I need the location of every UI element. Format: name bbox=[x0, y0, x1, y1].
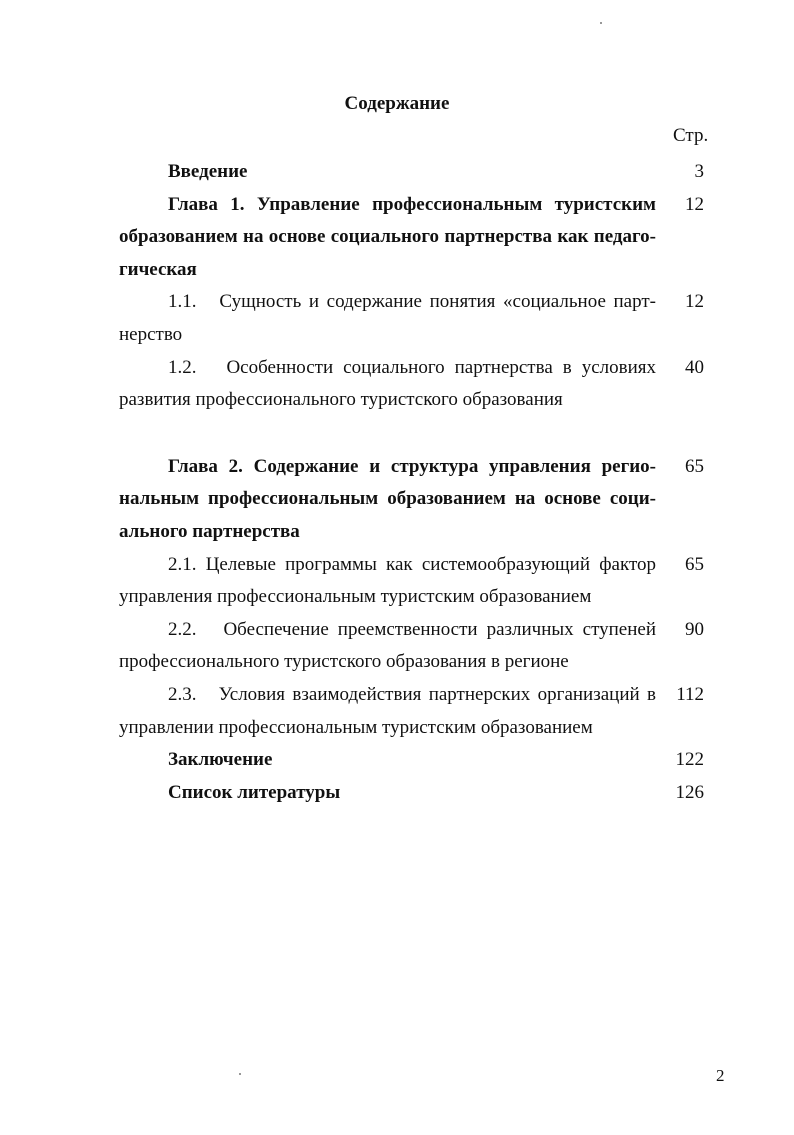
toc-entry-page: 122 bbox=[675, 749, 704, 771]
toc-entry-text: 2.2. Обеспечение преемственности различных ступеней профессионального туристского образования в регионе bbox=[119, 618, 656, 673]
toc-entry-text: Глава 2. Содержание и структура управления регио-нальным профессиональным образованием на основе соци-ального партнерства bbox=[119, 455, 656, 542]
toc-entry-chapter-2 bbox=[119, 451, 714, 549]
scan-speck bbox=[600, 22, 602, 24]
toc-entry-2-2 bbox=[119, 614, 714, 679]
toc-entry-page: 65 bbox=[685, 553, 704, 575]
toc-entry-text: Список литературы bbox=[168, 781, 341, 803]
toc-heading: Содержание bbox=[344, 93, 450, 114]
toc-entry-page: 126 bbox=[675, 781, 704, 803]
toc-entry-chapter-1 bbox=[119, 189, 714, 287]
toc-entry-2-1 bbox=[119, 549, 714, 614]
table-of-contents bbox=[119, 156, 714, 809]
toc-entry-page: 3 bbox=[694, 161, 704, 182]
toc-entry-text: Глава 1. Управление профессиональным туристским образованием на основе социального партнерства как педаго-гическая bbox=[119, 193, 656, 280]
section-gap bbox=[119, 417, 714, 451]
toc-entry-page: 112 bbox=[676, 683, 704, 705]
toc-entry-page: 40 bbox=[685, 356, 704, 378]
toc-entry-2-3 bbox=[119, 679, 714, 744]
toc-entry-introduction bbox=[119, 156, 714, 189]
toc-entry-text: Введение bbox=[168, 161, 248, 182]
toc-entry-page: 12 bbox=[685, 291, 704, 313]
toc-entry-page: 65 bbox=[685, 455, 704, 477]
toc-entry-text: 1.2. Особенности социального партнерства в условиях развития профессионального туристского образования bbox=[119, 356, 656, 411]
toc-entry-page: 12 bbox=[685, 193, 704, 215]
toc-entry-text: 1.1. Сущность и содержание понятия «социальное парт-нерство bbox=[119, 291, 656, 345]
page-number: 2 bbox=[716, 1066, 725, 1085]
toc-entry-text: 2.3. Условия взаимодействия партнерских организаций в управлении профессиональным туристским образованием bbox=[119, 683, 656, 738]
toc-entry-1-1 bbox=[119, 286, 714, 351]
toc-entry-text: 2.1. Целевые программы как системообразующий фактор управления профессиональным туристским образованием bbox=[119, 553, 656, 608]
scan-speck bbox=[239, 1073, 241, 1075]
toc-entry-1-2 bbox=[119, 352, 714, 417]
toc-entry-bibliography bbox=[119, 777, 714, 810]
toc-entry-conclusion bbox=[119, 744, 714, 777]
toc-entry-page: 90 bbox=[685, 618, 704, 640]
page-column-label: Стр. bbox=[673, 125, 709, 146]
toc-entry-text: Заключение bbox=[168, 749, 273, 771]
